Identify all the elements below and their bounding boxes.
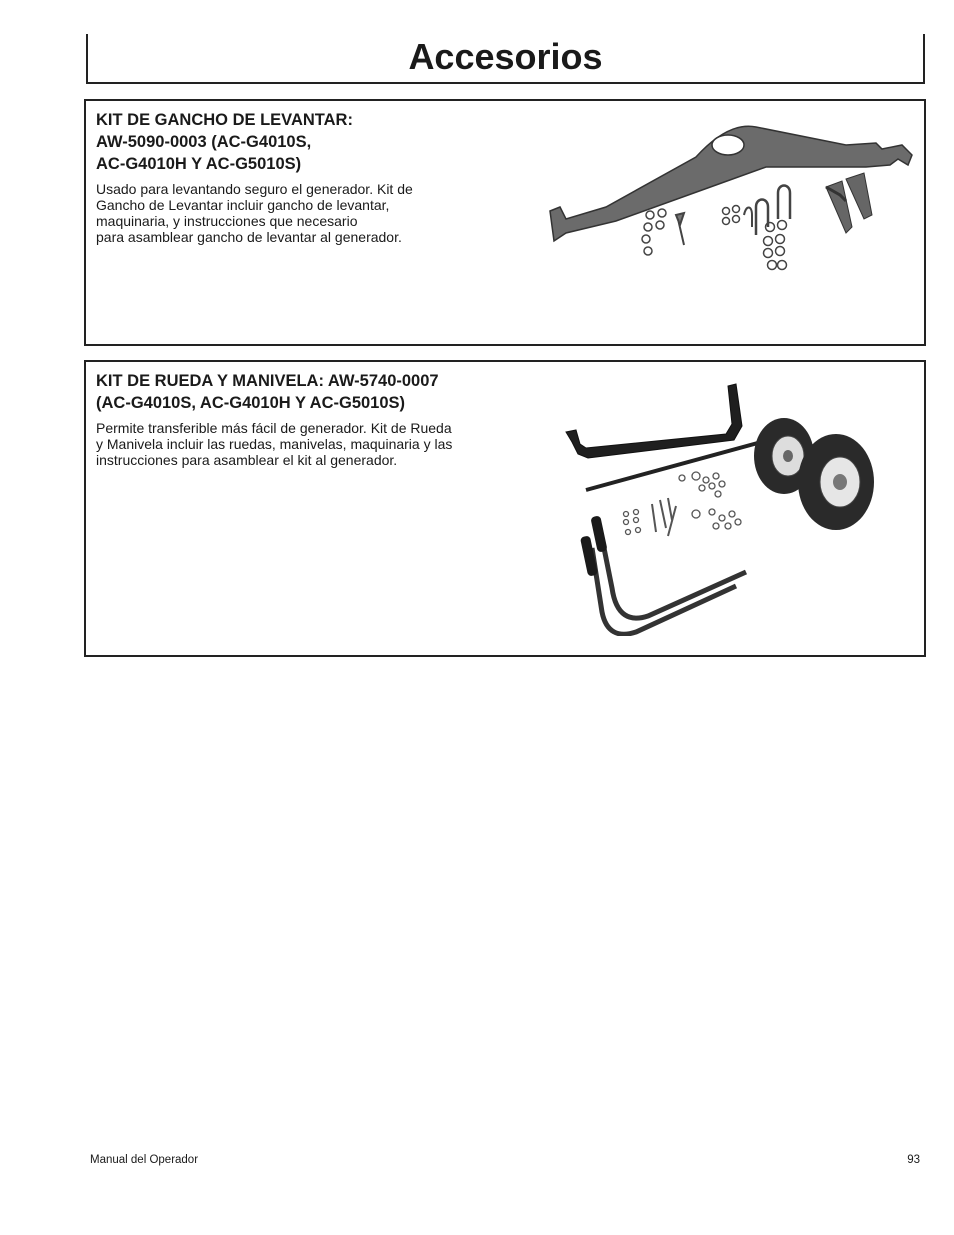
body-line: Usado para levantando seguro el generador. Kit de bbox=[96, 181, 413, 197]
wheel-handle-kit-description bbox=[96, 420, 516, 468]
lifting-hook-kit-description bbox=[96, 181, 516, 245]
body-line: para asamblear gancho de levantar al generador. bbox=[96, 229, 402, 245]
title-line: KIT DE RUEDA Y MANIVELA: AW-5740-0007 bbox=[96, 372, 439, 390]
body-line: Gancho de Levantar incluir gancho de levantar, bbox=[96, 197, 390, 213]
body-line: Permite transferible más fácil de generador. Kit de Rueda bbox=[96, 420, 452, 436]
footer-page-number: 93 bbox=[907, 1154, 920, 1166]
lifting-hook-kit-illustration bbox=[546, 115, 916, 275]
title-line: KIT DE GANCHO DE LEVANTAR: bbox=[96, 111, 353, 129]
footer-manual-label: Manual del Operador bbox=[90, 1154, 199, 1166]
lifting-hook-kit-text bbox=[96, 109, 516, 245]
wheel-handle-kit-illustration bbox=[556, 376, 896, 636]
wheel-handle-kit-text bbox=[96, 370, 516, 468]
body-line: maquinaria, y instrucciones que necesario bbox=[96, 213, 358, 229]
title-line: (AC-G4010S, AC-G4010H Y AC-G5010S) bbox=[96, 394, 406, 412]
wheel-handle-kit-title bbox=[96, 370, 516, 414]
lifting-hook-kit-title bbox=[96, 109, 516, 175]
title-line: AW-5090-0003 (AC-G4010S, bbox=[96, 133, 312, 151]
page-title-box bbox=[86, 34, 925, 84]
lifting-hook-kit-panel bbox=[84, 99, 926, 346]
title-line: AC-G4010H Y AC-G5010S) bbox=[96, 155, 302, 173]
page-title: Accesorios bbox=[408, 36, 603, 77]
wheel-handle-kit-panel bbox=[84, 360, 926, 657]
body-line: y Manivela incluir las ruedas, manivelas, maquinaria y las bbox=[96, 436, 453, 452]
body-line: instrucciones para asamblear el kit al generador. bbox=[96, 452, 398, 468]
